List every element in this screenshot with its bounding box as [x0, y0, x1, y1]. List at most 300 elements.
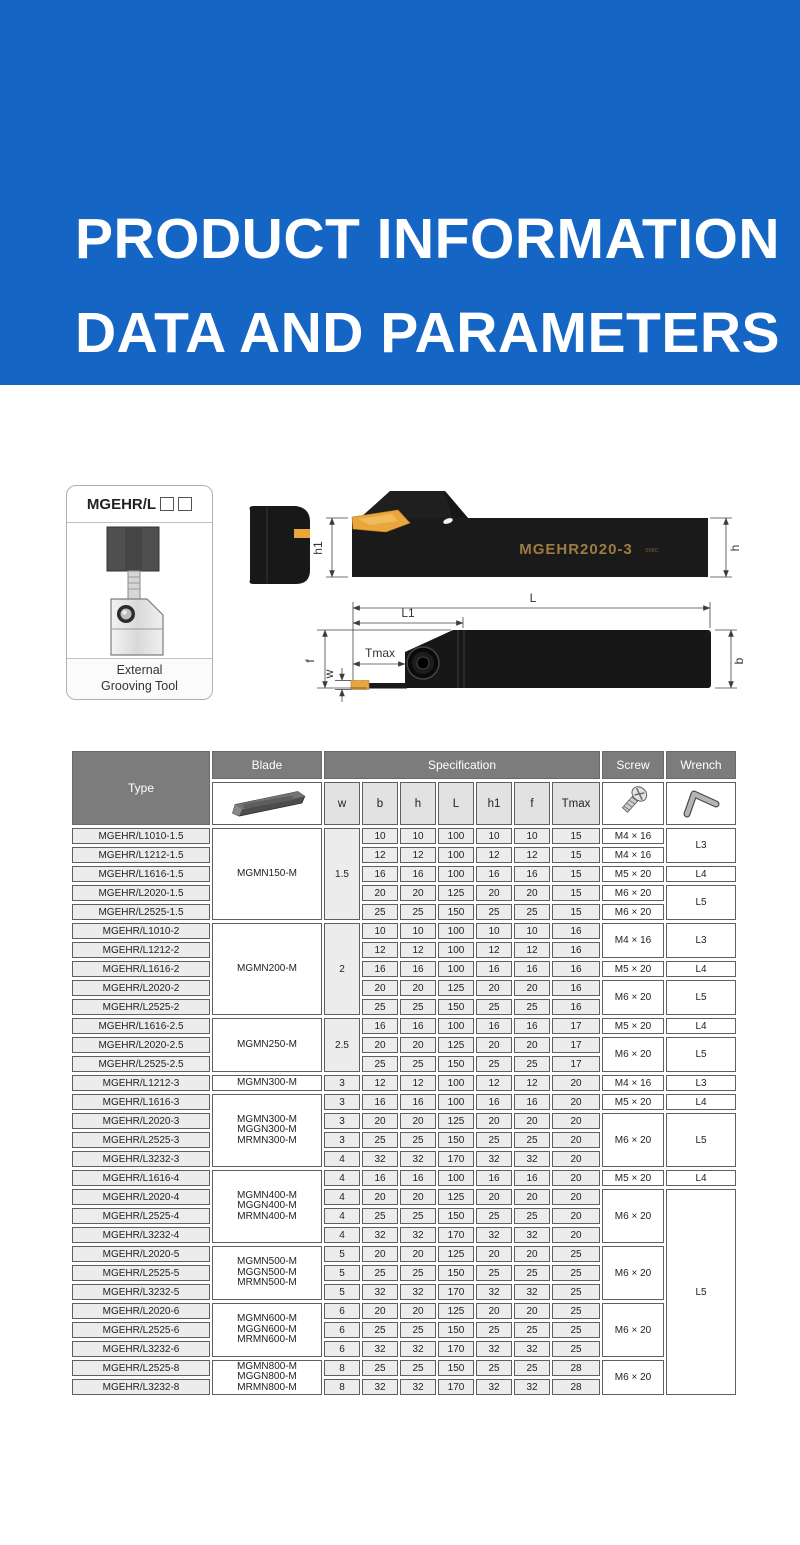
spec-h-cell: 20 [400, 980, 436, 996]
screw-cell: M6 × 20 [602, 1360, 664, 1395]
spec-f-cell: 25 [514, 1132, 550, 1148]
type-cell: MGEHR/L2020-4 [72, 1189, 210, 1205]
spec-Tmax-cell: 28 [552, 1379, 600, 1395]
spec-h1-cell: 25 [476, 1208, 512, 1224]
type-cell: MGEHR/L3232-4 [72, 1227, 210, 1243]
spec-h1-cell: 25 [476, 1132, 512, 1148]
spec-b-cell: 16 [362, 1170, 398, 1186]
table-row [72, 1246, 736, 1262]
blade-name: MGMN500-M [236, 1256, 297, 1268]
type-cell: MGEHR/L1212-2 [72, 942, 210, 958]
spec-Tmax-cell: 25 [552, 1284, 600, 1300]
col-header-wrench: Wrench [666, 751, 736, 779]
blade-name: MGMN400-M [236, 1189, 297, 1201]
spec-b-cell: 32 [362, 1379, 398, 1395]
spec-f-cell: 20 [514, 1303, 550, 1319]
table-row [72, 885, 736, 901]
type-cell: MGEHR/L2525-1.5 [72, 904, 210, 920]
page-title [75, 192, 780, 380]
spec-Tmax-cell: 25 [552, 1246, 600, 1262]
spec-h1-cell: 25 [476, 1265, 512, 1281]
blade-cell [212, 828, 322, 920]
spec-L-cell: 100 [438, 847, 474, 863]
spec-h1-cell: 32 [476, 1341, 512, 1357]
spec-h1-cell: 20 [476, 1189, 512, 1205]
tool-caption-line2: Grooving Tool [101, 679, 178, 693]
spec-b-cell: 12 [362, 847, 398, 863]
spec-Tmax-cell: 28 [552, 1360, 600, 1376]
spec-b-cell: 16 [362, 1018, 398, 1034]
tool-type-card [66, 485, 213, 700]
col-header-h: h [400, 782, 436, 825]
wrench-cell: L5 [666, 1113, 736, 1167]
blade-name: MGMN150-M [236, 867, 297, 879]
spec-Tmax-cell: 20 [552, 1132, 600, 1148]
blade-name: MGMN800-M [236, 1360, 297, 1372]
spec-f-cell: 25 [514, 1360, 550, 1376]
spec-b-cell: 20 [362, 1303, 398, 1319]
spec-L-cell: 100 [438, 1018, 474, 1034]
type-cell: MGEHR/L2525-3 [72, 1132, 210, 1148]
spec-f-cell: 16 [514, 1018, 550, 1034]
spec-L-cell: 150 [438, 999, 474, 1015]
spec-L-cell: 170 [438, 1151, 474, 1167]
blade-name: MGMN200-M [236, 962, 297, 974]
spec-h-cell: 20 [400, 1246, 436, 1262]
spec-b-cell: 25 [362, 1265, 398, 1281]
col-header-screw: Screw [602, 751, 664, 779]
blade-cell [212, 1246, 322, 1300]
spec-h-cell: 32 [400, 1151, 436, 1167]
spec-L-cell: 100 [438, 828, 474, 844]
wrench-icon [679, 783, 723, 819]
spec-h-cell: 12 [400, 847, 436, 863]
spec-b-cell: 12 [362, 942, 398, 958]
blade-insert-image-cell [212, 782, 322, 825]
type-cell: MGEHR/L1616-2 [72, 961, 210, 977]
spec-Tmax-cell: 15 [552, 828, 600, 844]
col-header-Tmax: Tmax [552, 782, 600, 825]
spec-h-cell: 32 [400, 1227, 436, 1243]
spec-h-cell: 20 [400, 1189, 436, 1205]
tool-end-view [250, 506, 311, 584]
screw-icon [616, 783, 650, 819]
blade-name: MGGN300-M [237, 1124, 297, 1136]
spec-w-cell: 2.5 [324, 1018, 360, 1072]
spec-b-cell: 25 [362, 904, 398, 920]
spec-h1-cell: 25 [476, 1322, 512, 1338]
spec-h1-cell: 20 [476, 1037, 512, 1053]
spec-f-cell: 10 [514, 923, 550, 939]
spec-f-cell: 32 [514, 1227, 550, 1243]
spec-f-cell: 12 [514, 942, 550, 958]
header-banner [0, 0, 800, 385]
type-cell: MGEHR/L2525-2.5 [72, 1056, 210, 1072]
spec-f-cell: 32 [514, 1151, 550, 1167]
insert-end-face [294, 529, 310, 538]
spec-Tmax-cell: 15 [552, 885, 600, 901]
spec-Tmax-cell: 15 [552, 866, 600, 882]
spec-w-cell: 5 [324, 1265, 360, 1281]
wrench-cell: L4 [666, 1094, 736, 1110]
screw-cell: M6 × 20 [602, 1189, 664, 1243]
table-row [72, 1094, 736, 1110]
spec-Tmax-cell: 20 [552, 1170, 600, 1186]
spec-w-cell: 2 [324, 923, 360, 1015]
blade-cell [212, 1170, 322, 1243]
spec-w-cell: 6 [324, 1322, 360, 1338]
type-cell: MGEHR/L1616-1.5 [72, 866, 210, 882]
page-title-line2: DATA AND PARAMETERS [75, 301, 781, 365]
holder-top-view [405, 630, 711, 688]
spec-L-cell: 125 [438, 1303, 474, 1319]
spec-f-cell: 16 [514, 961, 550, 977]
type-cell: MGEHR/L3232-8 [72, 1379, 210, 1395]
type-cell: MGEHR/L3232-3 [72, 1151, 210, 1167]
spec-b-cell: 32 [362, 1341, 398, 1357]
spec-h1-cell: 16 [476, 866, 512, 882]
spec-h-cell: 12 [400, 942, 436, 958]
spec-w-cell: 8 [324, 1379, 360, 1395]
spec-h-cell: 20 [400, 885, 436, 901]
spec-w-cell: 1.5 [324, 828, 360, 920]
spec-Tmax-cell: 17 [552, 1037, 600, 1053]
cartridge-slot [125, 527, 142, 571]
spec-Tmax-cell: 16 [552, 980, 600, 996]
screw-cell: M6 × 20 [602, 885, 664, 901]
screw-cell: M6 × 20 [602, 1113, 664, 1167]
dimension-label-Tmax: Tmax [365, 646, 395, 660]
spec-h1-cell: 16 [476, 1170, 512, 1186]
spec-Tmax-cell: 16 [552, 999, 600, 1015]
spec-f-cell: 25 [514, 1208, 550, 1224]
col-header-blade: Blade [212, 751, 322, 779]
blade-cell [212, 1075, 322, 1091]
spec-b-cell: 12 [362, 1075, 398, 1091]
dimension-label-w: w [322, 669, 336, 679]
spec-h1-cell: 12 [476, 847, 512, 863]
dimension-label-h: h [728, 544, 742, 552]
holder-marking-small: 008C [645, 548, 659, 554]
blade-cell [212, 1303, 322, 1357]
col-header-specification: Specification [324, 751, 600, 779]
blade-name: MRMN800-M [237, 1381, 297, 1393]
spec-h-cell: 20 [400, 1303, 436, 1319]
table-row [72, 1189, 736, 1205]
screw-cell: M5 × 20 [602, 1094, 664, 1110]
table-row [72, 1075, 736, 1091]
spec-h-cell: 25 [400, 1360, 436, 1376]
spec-h-cell: 20 [400, 1113, 436, 1129]
spec-h1-cell: 32 [476, 1151, 512, 1167]
blade-name: MGMN600-M [236, 1313, 297, 1325]
spec-h1-cell: 16 [476, 961, 512, 977]
table-row [72, 1360, 736, 1376]
spec-h1-cell: 20 [476, 1246, 512, 1262]
col-header-L: L [438, 782, 474, 825]
spec-b-cell: 16 [362, 961, 398, 977]
table-row [72, 923, 736, 939]
spec-f-cell: 16 [514, 866, 550, 882]
screw-cell: M5 × 20 [602, 1018, 664, 1034]
table-row [72, 1303, 736, 1319]
blade-name: MRMN300-M [237, 1134, 297, 1146]
type-cell: MGEHR/L2020-2 [72, 980, 210, 996]
spec-h-cell: 20 [400, 1037, 436, 1053]
spec-L-cell: 170 [438, 1227, 474, 1243]
screw-cell: M5 × 20 [602, 1170, 664, 1186]
insert-stem [128, 571, 140, 599]
type-cell: MGEHR/L1212-1.5 [72, 847, 210, 863]
wrench-cell: L3 [666, 828, 736, 863]
spec-Tmax-cell: 16 [552, 942, 600, 958]
spec-b-cell: 25 [362, 1208, 398, 1224]
spec-w-cell: 4 [324, 1208, 360, 1224]
spec-h1-cell: 12 [476, 1075, 512, 1091]
screw-cell: M6 × 20 [602, 1037, 664, 1072]
spec-Tmax-cell: 25 [552, 1341, 600, 1357]
tool-caption [67, 658, 212, 699]
dimension-label-h1: h1 [311, 541, 325, 555]
spec-b-cell: 20 [362, 1113, 398, 1129]
spec-b-cell: 25 [362, 999, 398, 1015]
spec-L-cell: 150 [438, 1322, 474, 1338]
blade-insert-icon [221, 785, 313, 817]
blade-name: MGGN800-M [237, 1371, 297, 1383]
tool-model-label [67, 486, 212, 523]
type-cell: MGEHR/L1212-3 [72, 1075, 210, 1091]
spec-h-cell: 12 [400, 1075, 436, 1091]
type-cell: MGEHR/L3232-6 [72, 1341, 210, 1357]
spec-table-body [72, 828, 736, 1395]
spec-L-cell: 100 [438, 923, 474, 939]
spec-h1-cell: 12 [476, 942, 512, 958]
table-row [72, 961, 736, 977]
spec-Tmax-cell: 20 [552, 1227, 600, 1243]
spec-h1-cell: 25 [476, 999, 512, 1015]
holder-body [111, 599, 163, 655]
spec-w-cell: 6 [324, 1341, 360, 1357]
dimension-label-b: b [732, 657, 746, 665]
blade-name: MRMN400-M [237, 1210, 297, 1222]
table-row [72, 904, 736, 920]
spec-L-cell: 150 [438, 1360, 474, 1376]
spec-h1-cell: 25 [476, 1056, 512, 1072]
type-cell: MGEHR/L2020-2.5 [72, 1037, 210, 1053]
spec-f-cell: 16 [514, 1094, 550, 1110]
spec-L-cell: 100 [438, 1094, 474, 1110]
spec-h-cell: 16 [400, 1170, 436, 1186]
placeholder-box-icon [178, 497, 192, 511]
spec-L-cell: 125 [438, 1037, 474, 1053]
spec-w-cell: 4 [324, 1170, 360, 1186]
spec-h-cell: 25 [400, 1265, 436, 1281]
spec-L-cell: 150 [438, 1208, 474, 1224]
spec-b-cell: 10 [362, 828, 398, 844]
wrench-cell: L4 [666, 866, 736, 882]
spec-b-cell: 25 [362, 1056, 398, 1072]
spec-b-cell: 16 [362, 866, 398, 882]
spec-h-cell: 32 [400, 1284, 436, 1300]
spec-L-cell: 150 [438, 904, 474, 920]
wrench-cell: L5 [666, 885, 736, 920]
spec-f-cell: 12 [514, 1075, 550, 1091]
table-row [72, 828, 736, 844]
tool-caption-line1: External [116, 663, 163, 678]
col-header-type: Type [72, 751, 210, 825]
spec-w-cell: 3 [324, 1132, 360, 1148]
screw-cell: M6 × 20 [602, 1303, 664, 1357]
blade-name: MGGN500-M [237, 1266, 297, 1278]
spec-h-cell: 25 [400, 1322, 436, 1338]
spec-f-cell: 16 [514, 1170, 550, 1186]
spec-Tmax-cell: 16 [552, 961, 600, 977]
spec-f-cell: 25 [514, 1322, 550, 1338]
screw-cell: M6 × 20 [602, 980, 664, 1015]
spec-h-cell: 16 [400, 866, 436, 882]
wrench-cell: L4 [666, 1018, 736, 1034]
spec-b-cell: 32 [362, 1284, 398, 1300]
spec-h1-cell: 32 [476, 1227, 512, 1243]
spec-f-cell: 32 [514, 1379, 550, 1395]
type-cell: MGEHR/L2525-2 [72, 999, 210, 1015]
spec-Tmax-cell: 20 [552, 1094, 600, 1110]
spec-h1-cell: 32 [476, 1284, 512, 1300]
blade-name: MGMN300-M [236, 1076, 297, 1088]
spec-f-cell: 10 [514, 828, 550, 844]
dimension-label-L1: L1 [401, 606, 415, 620]
wrench-cell: L4 [666, 1170, 736, 1186]
spec-L-cell: 125 [438, 885, 474, 901]
placeholder-box-icon [160, 497, 174, 511]
type-cell: MGEHR/L1616-2.5 [72, 1018, 210, 1034]
spec-L-cell: 170 [438, 1379, 474, 1395]
spec-w-cell: 6 [324, 1303, 360, 1319]
spec-w-cell: 4 [324, 1227, 360, 1243]
spec-Tmax-cell: 15 [552, 904, 600, 920]
blade-cell [212, 1094, 322, 1167]
blade-name: MGGN600-M [237, 1323, 297, 1335]
dimension-label-L: L [529, 591, 537, 605]
spec-Tmax-cell: 25 [552, 1322, 600, 1338]
wrench-cell: L3 [666, 923, 736, 958]
spec-w-cell: 4 [324, 1189, 360, 1205]
wrench-cell: L5 [666, 1189, 736, 1395]
spec-h-cell: 16 [400, 1094, 436, 1110]
spec-h-cell: 10 [400, 923, 436, 939]
tool-top-view-drawing [295, 586, 765, 714]
type-cell: MGEHR/L2525-6 [72, 1322, 210, 1338]
spec-b-cell: 20 [362, 885, 398, 901]
type-cell: MGEHR/L1010-1.5 [72, 828, 210, 844]
spec-h1-cell: 25 [476, 1360, 512, 1376]
tool-model-text: MGEHR/L [86, 495, 157, 513]
spec-L-cell: 125 [438, 980, 474, 996]
spec-h1-cell: 10 [476, 923, 512, 939]
spec-Tmax-cell: 15 [552, 847, 600, 863]
spec-f-cell: 25 [514, 904, 550, 920]
table-row [72, 866, 736, 882]
spec-L-cell: 150 [438, 1132, 474, 1148]
spec-b-cell: 20 [362, 980, 398, 996]
table-row [72, 1037, 736, 1053]
col-header-w: w [324, 782, 360, 825]
dimension-label-f: f [303, 659, 317, 663]
spec-h-cell: 25 [400, 1132, 436, 1148]
spec-L-cell: 125 [438, 1113, 474, 1129]
spec-h-cell: 10 [400, 828, 436, 844]
wrench-image-cell [666, 782, 736, 825]
type-cell: MGEHR/L2525-4 [72, 1208, 210, 1224]
tool-side-view-drawing [240, 478, 760, 600]
screw-cell: M4 × 16 [602, 828, 664, 844]
grooving-tool-front-view-drawing [77, 525, 202, 657]
spec-h-cell: 25 [400, 999, 436, 1015]
spec-w-cell: 5 [324, 1246, 360, 1262]
blade-cell [212, 1018, 322, 1072]
wrench-cell: L3 [666, 1075, 736, 1091]
spec-Tmax-cell: 17 [552, 1056, 600, 1072]
spec-h-cell: 16 [400, 961, 436, 977]
col-header-b: b [362, 782, 398, 825]
spec-b-cell: 32 [362, 1151, 398, 1167]
spec-Tmax-cell: 20 [552, 1113, 600, 1129]
spec-h-cell: 16 [400, 1018, 436, 1034]
screw-image-cell [602, 782, 664, 825]
spec-b-cell: 25 [362, 1322, 398, 1338]
spec-h1-cell: 10 [476, 828, 512, 844]
blade-name: MRMN600-M [237, 1334, 297, 1346]
spec-h-cell: 25 [400, 1208, 436, 1224]
spec-b-cell: 20 [362, 1037, 398, 1053]
spec-b-cell: 25 [362, 1360, 398, 1376]
spec-Tmax-cell: 25 [552, 1303, 600, 1319]
screw-cell: M6 × 20 [602, 1246, 664, 1300]
spec-h-cell: 32 [400, 1341, 436, 1357]
spec-h1-cell: 20 [476, 1303, 512, 1319]
blade-name: MGMN300-M [236, 1113, 297, 1125]
spec-f-cell: 25 [514, 999, 550, 1015]
spec-f-cell: 25 [514, 1265, 550, 1281]
spec-h1-cell: 20 [476, 885, 512, 901]
spec-Tmax-cell: 20 [552, 1208, 600, 1224]
tool-front-view [67, 523, 212, 658]
spec-L-cell: 170 [438, 1284, 474, 1300]
spec-h1-cell: 20 [476, 980, 512, 996]
spec-b-cell: 25 [362, 1132, 398, 1148]
screw-cell: M4 × 16 [602, 1075, 664, 1091]
type-cell: MGEHR/L2020-1.5 [72, 885, 210, 901]
spec-b-cell: 16 [362, 1094, 398, 1110]
spec-h1-cell: 20 [476, 1113, 512, 1129]
col-header-f: f [514, 782, 550, 825]
spec-Tmax-cell: 17 [552, 1018, 600, 1034]
spec-h-cell: 25 [400, 1056, 436, 1072]
spec-L-cell: 100 [438, 961, 474, 977]
spec-f-cell: 32 [514, 1284, 550, 1300]
table-row [72, 847, 736, 863]
blade-name: MGMN250-M [236, 1038, 297, 1050]
spec-Tmax-cell: 20 [552, 1189, 600, 1205]
spec-w-cell: 4 [324, 1151, 360, 1167]
wrench-cell: L5 [666, 1037, 736, 1072]
spec-f-cell: 20 [514, 1113, 550, 1129]
spec-h-cell: 25 [400, 904, 436, 920]
blade-name: MGGN400-M [237, 1200, 297, 1212]
type-cell: MGEHR/L2525-5 [72, 1265, 210, 1281]
spec-f-cell: 20 [514, 1037, 550, 1053]
blade-name: MRMN500-M [237, 1277, 297, 1289]
